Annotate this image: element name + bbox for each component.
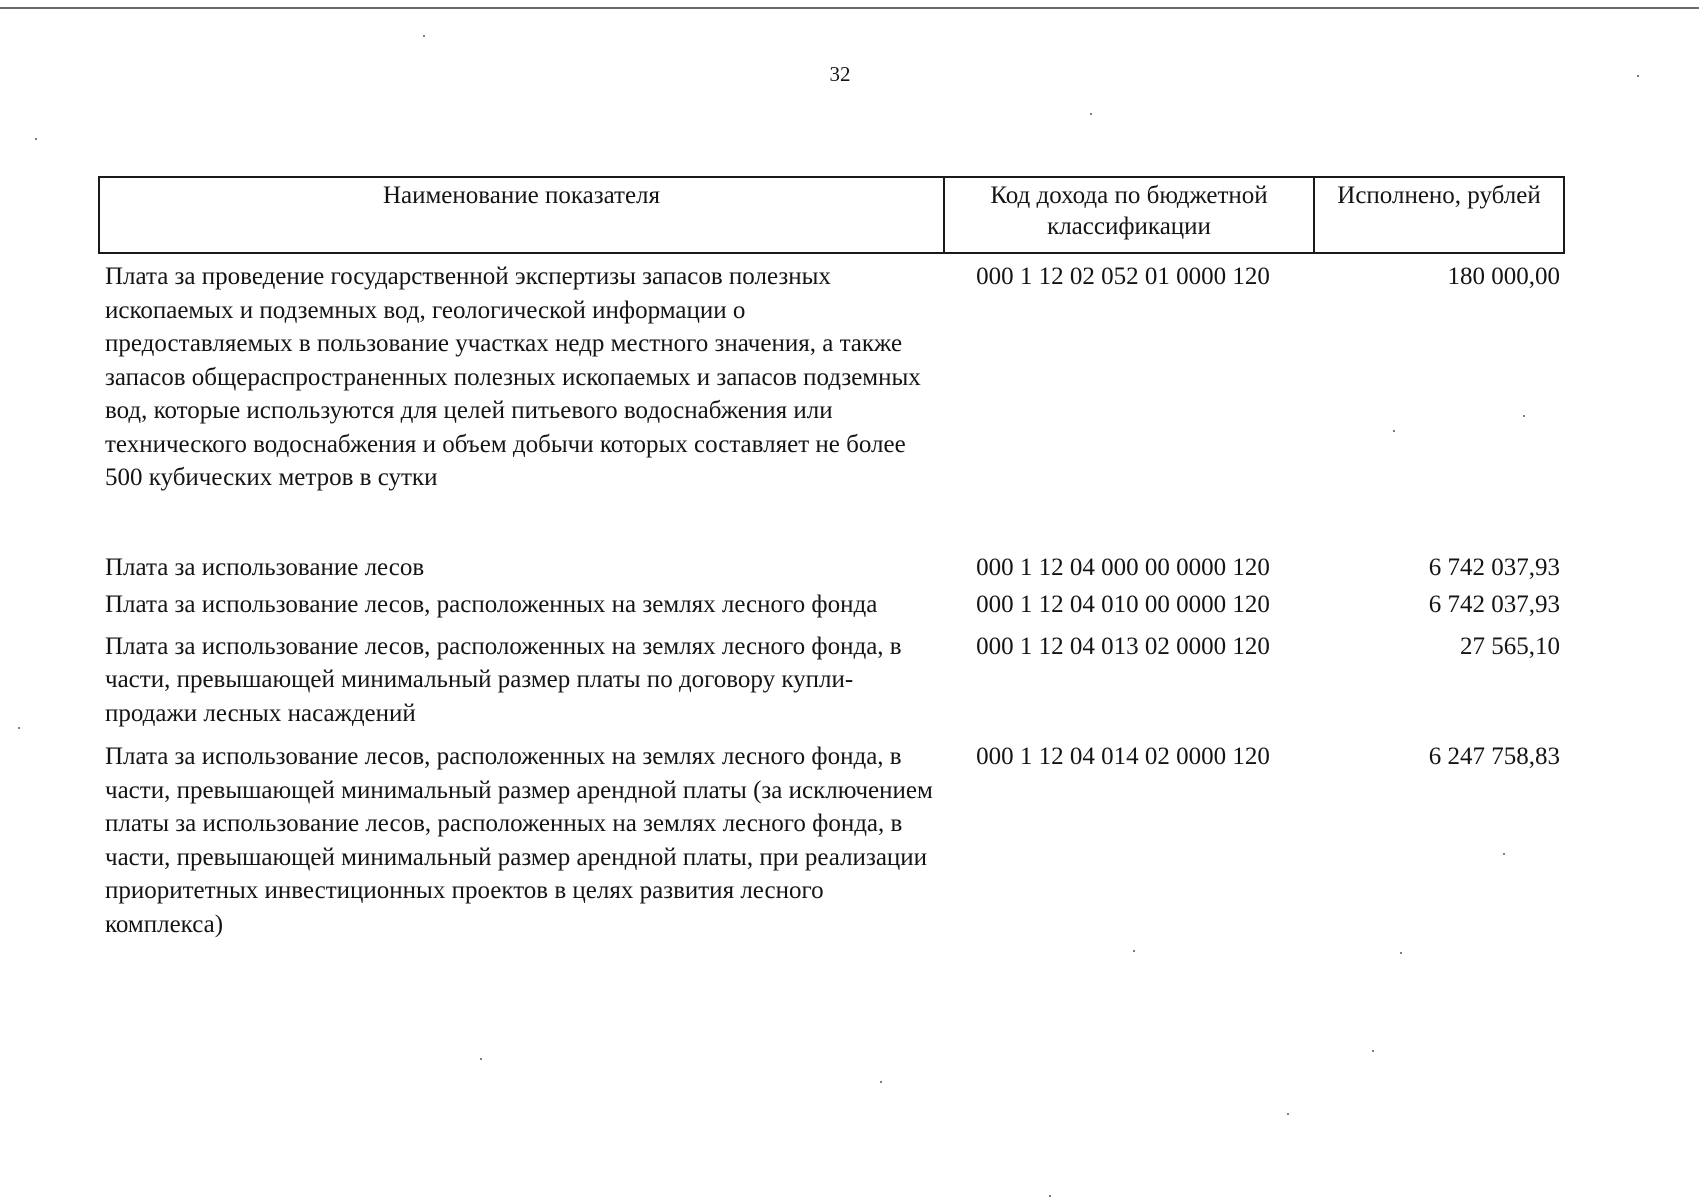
row-code: 000 1 12 04 013 02 0000 120	[976, 632, 1270, 660]
table-row	[99, 630, 1564, 741]
scan-speck	[880, 1081, 882, 1083]
scan-speck	[1049, 1195, 1051, 1197]
page-number: 32	[829, 62, 851, 86]
row-amount: 180 000,00	[1447, 263, 1560, 290]
row-name: Плата за использование лесов, расположенных на землях лесного фонда, в части, превышающей минимальный размер платы по договору купли-продажи лесных насаждений	[105, 632, 902, 727]
header-revenue-code: Код дохода по бюджетной классификации	[944, 177, 1314, 253]
row-name: Плата за использование лесов	[105, 553, 425, 581]
row-name: Плата за использование лесов, расположенных на землях лесного фонда, в части, превышающей минимальный размер арендной платы (за исключением платы за использование лесов, расположенных на землях лесного фонда, в части, превышающей минимальный размер арендной платы, при реализации приоритетных инвестиционных проектов в целях развития лесного комплекса)	[105, 743, 933, 938]
scan-speck	[1393, 430, 1395, 432]
row-code: 000 1 12 04 000 00 0000 120	[976, 553, 1270, 581]
scan-speck	[1637, 75, 1639, 77]
table-row	[99, 253, 1564, 551]
scan-speck	[480, 1058, 482, 1060]
row-code: 000 1 12 04 010 00 0000 120	[976, 591, 1270, 618]
row-amount: 6 742 037,93	[1428, 591, 1560, 618]
row-name: Плата за использование лесов, расположенных на землях лесного фонда	[105, 591, 878, 618]
scan-speck	[1372, 1050, 1374, 1052]
scan-speck	[1503, 853, 1505, 855]
scan-speck	[1523, 415, 1525, 417]
row-code: 000 1 12 02 052 01 0000 120	[976, 263, 1270, 290]
row-amount: 6 742 037,93	[1428, 553, 1560, 581]
header-executed-amount: Исполнено, рублей	[1314, 177, 1564, 253]
row-code: 000 1 12 04 014 02 0000 120	[976, 743, 1270, 770]
header-indicator-name: Наименование показателя	[99, 177, 944, 253]
scan-speck	[423, 35, 425, 37]
scan-speck	[1287, 1113, 1289, 1115]
scan-speck	[1400, 952, 1402, 954]
revenue-table	[98, 176, 1565, 941]
table-header-row	[99, 177, 1564, 253]
table-row	[99, 551, 1564, 589]
row-amount: 6 247 758,83	[1428, 743, 1560, 770]
scan-speck	[1090, 113, 1092, 115]
row-name: Плата за проведение государственной экспертизы запасов полезных ископаемых и подземных вод, геологической информации о предоставляемых в пользование участках недр местного значения, а также запасов общераспространенных полезных ископаемых и запасов подземных вод, которые используются для целей питьевого водоснабжения или технического водоснабжения и объем добычи которых составляет не более 500 кубических метров в сутки	[105, 263, 921, 491]
row-amount: 27 565,10	[1460, 632, 1560, 660]
scan-speck	[35, 138, 37, 140]
scan-speck	[18, 727, 20, 729]
table-row	[99, 740, 1564, 941]
scan-top-border	[0, 7, 1699, 9]
scan-speck	[1133, 950, 1135, 952]
table-row	[99, 588, 1564, 630]
